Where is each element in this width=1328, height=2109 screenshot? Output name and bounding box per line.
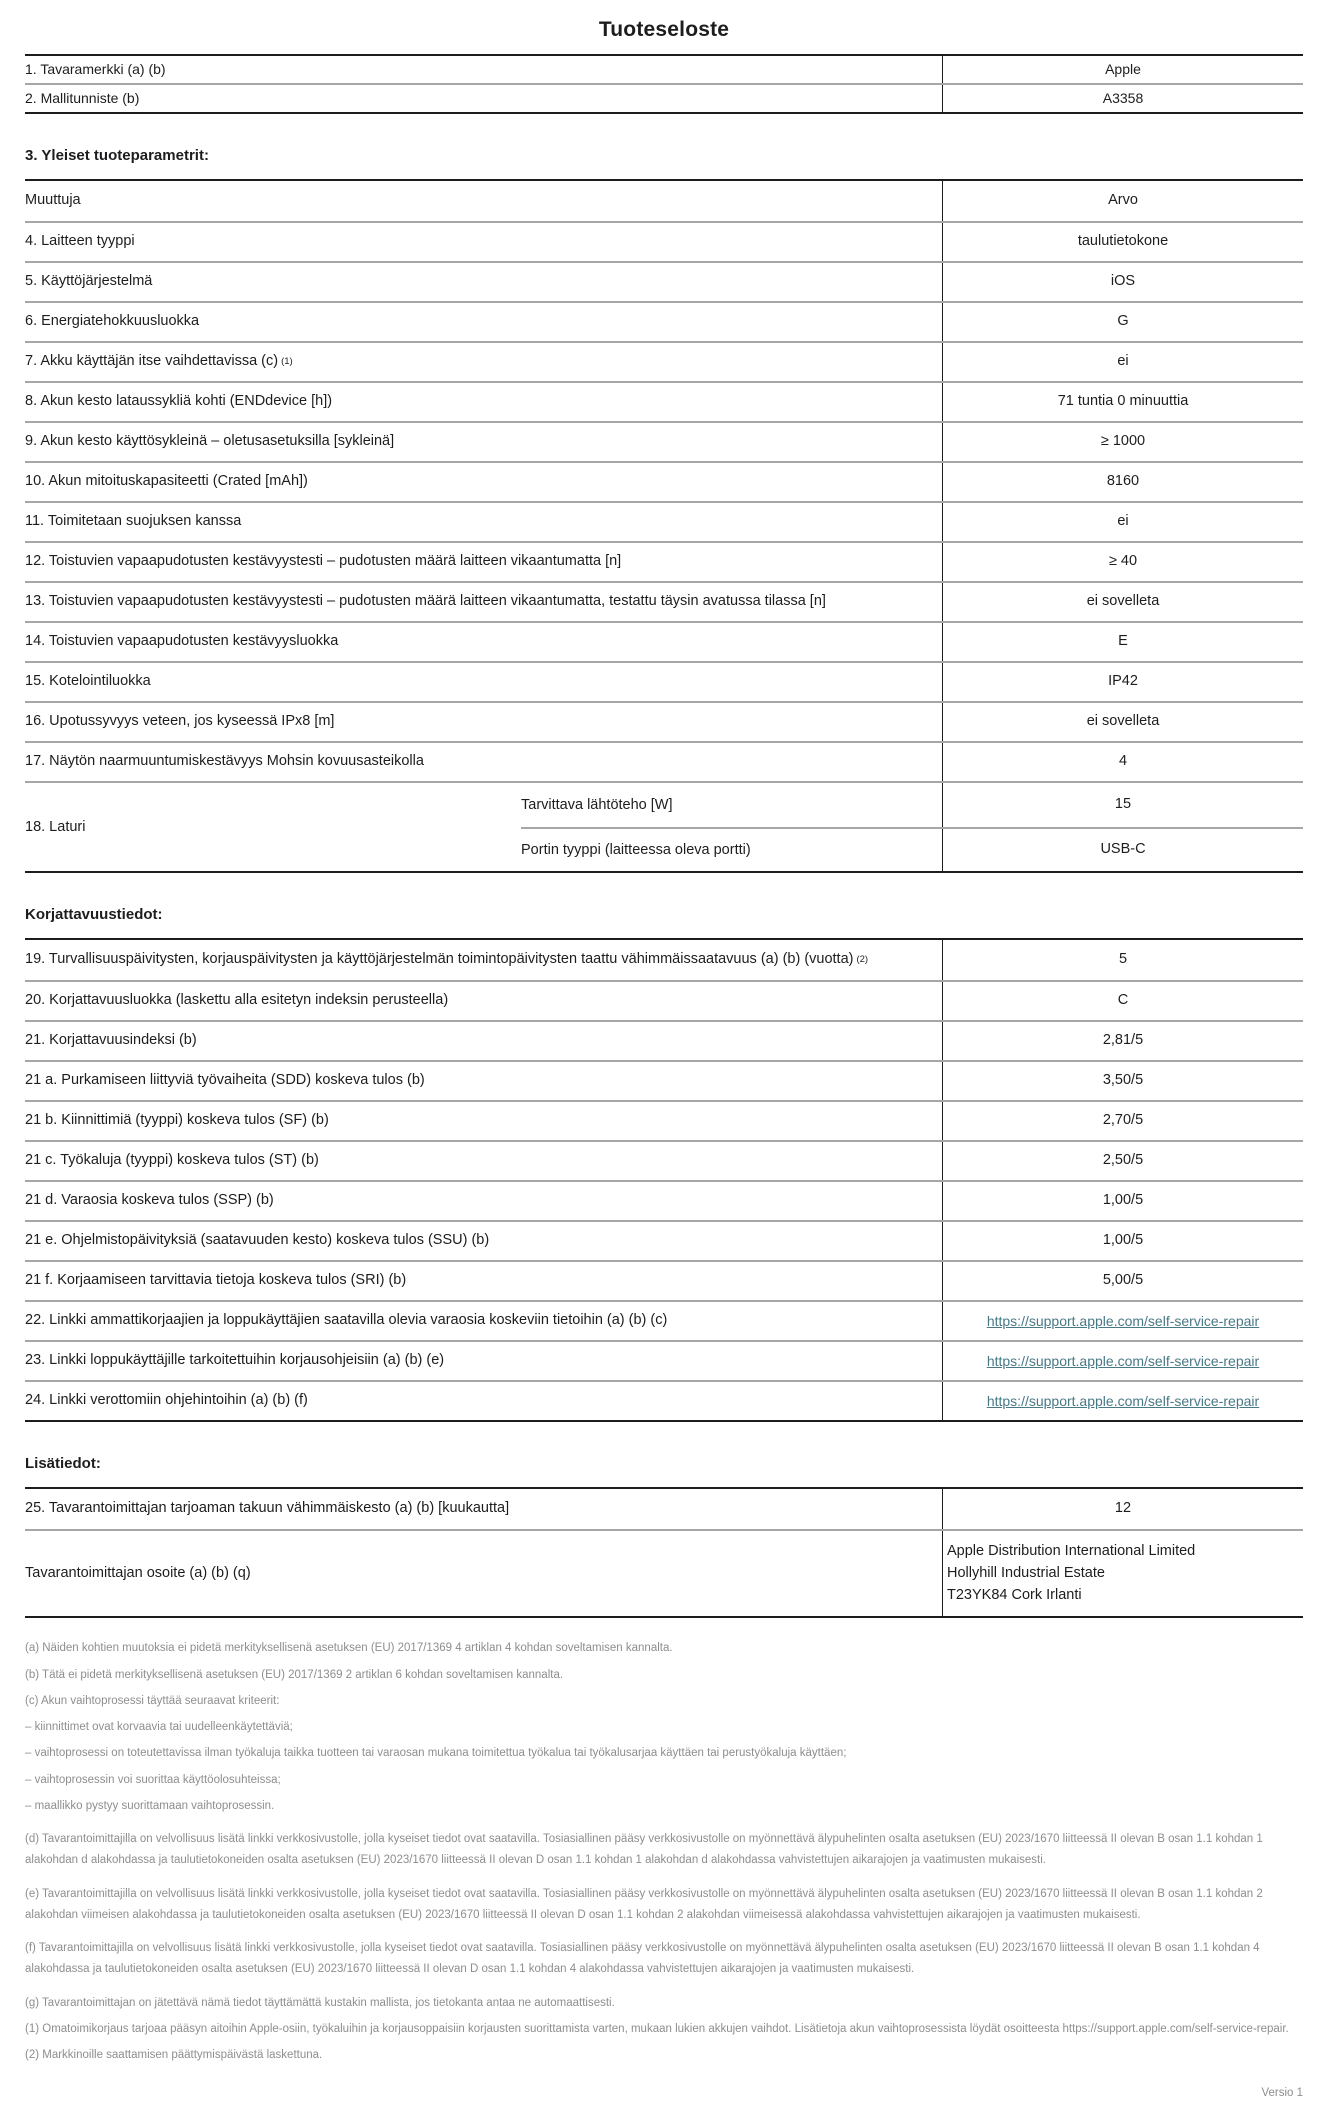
repairability-table xyxy=(25,938,1303,1422)
footnote: (1) Omatoimikorjaus tarjoaa pääsyn aitoihin Apple-osiin, työkaluihin ja korjausoppaisiin korjausten suorittamista varten, mukaan lukien akkujen vaihdot. Lisätietoja akun vaihtoprosessista löydät osoitteesta https://support.apple.com/self-service-repair. xyxy=(25,2022,1289,2035)
row-value: 5,00/5 xyxy=(1102,1272,1144,1289)
row-label: 13. Toistuvien vapaapudotusten kestävyystesti – pudotusten määrä laitteen vikaantumatta, testattu täysin avatussa tilassa [n] xyxy=(25,583,943,621)
row-value: A3358 xyxy=(1102,90,1144,107)
charger-label: 18. Laturi xyxy=(25,819,86,835)
page-title: Tuoteseloste xyxy=(598,18,730,41)
general-table xyxy=(25,179,1303,873)
additional-table xyxy=(25,1487,1303,1618)
charger-sub-table xyxy=(521,783,1303,871)
row-label: 2. Mallitunniste (b) xyxy=(25,85,943,112)
table-row xyxy=(25,301,1303,341)
table-row xyxy=(25,701,1303,741)
row-label: 21 c. Työkaluja (tyyppi) koskeva tulos (ST) (b) xyxy=(25,1142,943,1180)
row-value: 2,81/5 xyxy=(1102,1032,1144,1049)
footnote: (g) Tavarantoimittajan on jätettävä nämä tiedot täyttämättä kustakin mallista, jos tietokanta antaa ne automaattisesti. xyxy=(25,1996,615,2009)
row-label: 9. Akun kesto käyttösykleinä – oletusasetuksilla [sykleinä] xyxy=(25,423,943,461)
table-row xyxy=(25,381,1303,421)
table-row xyxy=(25,1260,1303,1300)
sub-row-label: Tarvittava lähtöteho [W] xyxy=(521,783,943,827)
row-label: 24. Linkki verottomiin ohjehintoihin (a) (b) (f) xyxy=(25,1382,943,1420)
row-label: 14. Toistuvien vapaapudotusten kestävyysluokka xyxy=(25,623,943,661)
footnote: (2) Markkinoille saattamisen päättymispäivästä laskettuna. xyxy=(25,2049,323,2062)
row-label: 21. Korjattavuusindeksi (b) xyxy=(25,1022,943,1060)
table-row xyxy=(25,1140,1303,1180)
row-label: 16. Upotussyvyys veteen, jos kyseessä IPx8 [m] xyxy=(25,703,943,741)
footnote: – vaihtoprosessin voi suorittaa käyttöolosuhteissa; xyxy=(25,1773,281,1786)
table-row xyxy=(25,541,1303,581)
value-column-header: Arvo xyxy=(1108,192,1138,209)
row-label: 21 f. Korjaamiseen tarvittavia tietoja koskeva tulos (SRI) (b) xyxy=(25,1262,943,1300)
footnote: – kiinnittimet ovat korvaavia tai uudelleenkäytettäviä; xyxy=(25,1721,293,1734)
table-row xyxy=(25,581,1303,621)
sub-row-value: USB-C xyxy=(1100,841,1146,858)
supplier-address xyxy=(943,1531,1303,1616)
link-row xyxy=(25,1340,1303,1380)
row-value: 1,00/5 xyxy=(1102,1192,1144,1209)
charger-sub-row xyxy=(521,783,1303,827)
table-row xyxy=(25,1180,1303,1220)
row-value: IP42 xyxy=(1108,673,1138,690)
supplier-address-row xyxy=(25,1529,1303,1616)
table-row xyxy=(25,980,1303,1020)
table-row xyxy=(25,940,1303,980)
footnote: (e) Tavarantoimittajilla on velvollisuus lisätä linkki verkkosivustolle, jolla kyseiset tiedot ovat saatavilla. Tosiasiallinen pääsy verkkosivustolle on myönnettävä älypuhelinten osalta asetuksen (EU) 2023/1670 liitteessä II olevan B osan 1.1 kohdan 2 alakohdan viimeisen alakohdassa ja taulutietokoneiden osalta asetuksen (EU) 2023/1670 liitteessä II olevan D osan 1.1 kohdan 2 alakohdan viimeisessä alakohdassa vahvistettujen aikarajojen ja vaatimusten mukaisesti. xyxy=(25,1887,1263,1921)
charger-row xyxy=(25,781,1303,871)
sub-row-label: Portin tyyppi (laitteessa oleva portti) xyxy=(521,829,943,871)
row-value: E xyxy=(1118,633,1128,650)
row-label: 23. Linkki loppukäyttäjille tarkoitettuihin korjausohjeisiin (a) (b) (e) xyxy=(25,1342,943,1380)
table-row xyxy=(25,83,1303,112)
table-row xyxy=(25,1020,1303,1060)
row-label: 1. Tavaramerkki (a) (b) xyxy=(25,56,943,83)
address-line: T23YK84 Cork Irlanti xyxy=(947,1586,1082,1603)
row-value: ≥ 1000 xyxy=(1100,433,1146,450)
row-value xyxy=(943,1302,1303,1340)
row-label: Tavarantoimittajan osoite (a) (b) (q) xyxy=(25,1531,943,1616)
row-label-text: 7. Akku käyttäjän itse vaihdettavissa (c) xyxy=(25,353,279,370)
row-value: 4 xyxy=(1118,753,1128,770)
table-row xyxy=(25,461,1303,501)
identification-table xyxy=(25,54,1303,114)
table-row xyxy=(25,621,1303,661)
row-value xyxy=(943,1382,1303,1420)
row-label: 19. Turvallisuuspäivitysten, korjauspäivitysten ja käyttöjärjestelmän toimintopäivitysten taattu vähimmäissaatavuus (a) (b) (vuotta) (2) xyxy=(25,940,943,980)
row-label: 21 b. Kiinnittimiä (tyyppi) koskeva tulos (SF) (b) xyxy=(25,1102,943,1140)
row-label: 17. Näytön naarmuuntumiskestävyys Mohsin kovuusasteikolla xyxy=(25,743,943,781)
param-column-header: Muuttuja xyxy=(25,181,943,221)
row-label: 8. Akun kesto lataussykliä kohti (ENDdevice [h]) xyxy=(25,383,943,421)
row-value: Apple xyxy=(1105,61,1141,78)
table-row xyxy=(25,1489,1303,1529)
row-value: 8160 xyxy=(1106,473,1140,490)
row-value: taulutietokone xyxy=(1077,233,1169,250)
section-heading-general: 3. Yleiset tuoteparametrit: xyxy=(25,147,209,164)
table-row xyxy=(25,341,1303,381)
row-label: 20. Korjattavuusluokka (laskettu alla esitetyn indeksin perusteella) xyxy=(25,982,943,1020)
column-header-row xyxy=(25,181,1303,221)
footnote: (f) Tavarantoimittajilla on velvollisuus lisätä linkki verkkosivustolle, jolla kyseiset tiedot ovat saatavilla. Tosiasiallinen pääsy verkkosivustolle on myönnettävä älypuhelinten osalta asetuksen (EU) 2023/1670 liitteessä II olevan B osan 1.1 kohdan 4 alakohdassa ja taulutietokoneiden osalta asetuksen (EU) 2023/1670 liitteessä II olevan D osan 1.1 kohdan 4 alakohdassa vahvistettujen aikarajojen ja vaatimusten mukaisesti. xyxy=(25,1942,1260,1976)
row-value: G xyxy=(1117,313,1129,330)
row-label-text: 19. Turvallisuuspäivitysten, korjauspäivitysten ja käyttöjärjestelmän toimintopäivitysten taattu vähimmäissaatavuus (a) (b) (vuotta) xyxy=(25,951,854,968)
price-list-link[interactable]: https://support.apple.com/self-service-repair xyxy=(986,1392,1260,1409)
row-value: 2,50/5 xyxy=(1102,1152,1144,1169)
row-label: 25. Tavarantoimittajan tarjoaman takuun vähimmäiskesto (a) (b) [kuukautta] xyxy=(25,1489,943,1529)
row-value: ei sovelleta xyxy=(1086,713,1160,730)
table-row xyxy=(25,741,1303,781)
footnote: (b) Tätä ei pidetä merkityksellisenä asetuksen (EU) 2017/1369 2 artiklan 6 kohdan soveltamisen kannalta. xyxy=(25,1668,564,1681)
row-value: ei xyxy=(1117,513,1129,530)
row-label: 21 d. Varaosia koskeva tulos (SSP) (b) xyxy=(25,1182,943,1220)
section-heading-additional: Lisätiedot: xyxy=(25,1455,101,1472)
row-label: 4. Laitteen tyyppi xyxy=(25,223,943,261)
table-row xyxy=(25,661,1303,701)
row-label: 7. Akku käyttäjän itse vaihdettavissa (c) (1) xyxy=(25,343,943,381)
footnote: (c) Akun vaihtoprosessi täyttää seuraavat kriteerit: xyxy=(25,1694,280,1707)
row-value: ≥ 40 xyxy=(1108,553,1138,570)
table-row xyxy=(25,221,1303,261)
footnote: (d) Tavarantoimittajilla on velvollisuus lisätä linkki verkkosivustolle, jolla kyseiset tiedot ovat saatavilla. Tosiasiallinen pääsy verkkosivustolle on myönnettävä älypuhelinten osalta asetuksen (EU) 2023/1670 liitteessä II olevan B osan 1.1 kohdan 1 alakohdan d alakohdassa ja taulutietokoneiden osalta asetuksen (EU) 2023/1670 liitteessä II olevan D osan 1.1 kohdan 1 alakohdan d alakohdassa vahvistettujen aikarajojen ja vaatimusten mukaisesti. xyxy=(25,1833,1263,1867)
footnote: – maallikko pystyy suorittamaan vaihtoprosessin. xyxy=(25,1799,275,1812)
row-value: 71 tuntia 0 minuuttia xyxy=(1057,393,1189,410)
version-label: Versio 1 xyxy=(1261,2086,1303,2099)
row-value: 12 xyxy=(1114,1500,1132,1517)
row-label: 22. Linkki ammattikorjaajien ja loppukäyttäjien saatavilla olevia varaosia koskeviin tietoihin (a) (b) (c) xyxy=(25,1302,943,1340)
sub-row-value: 15 xyxy=(1114,796,1132,813)
row-value: ei xyxy=(1117,353,1129,370)
address-line: Apple Distribution International Limited xyxy=(947,1543,1196,1559)
charger-sub-row xyxy=(521,827,1303,871)
row-label: 15. Kotelointiluokka xyxy=(25,663,943,701)
link-row xyxy=(25,1300,1303,1340)
row-value: ei sovelleta xyxy=(1086,593,1160,610)
row-label: 21 e. Ohjelmistopäivityksiä (saatavuuden kesto) koskeva tulos (SSU) (b) xyxy=(25,1222,943,1260)
row-value: 5 xyxy=(1118,951,1128,968)
table-row xyxy=(25,56,1303,83)
row-value: C xyxy=(1117,992,1129,1009)
row-value: 1,00/5 xyxy=(1102,1232,1144,1249)
section-heading-repairability: Korjattavuustiedot: xyxy=(25,906,163,923)
row-label: 10. Akun mitoituskapasiteetti (Crated [mAh]) xyxy=(25,463,943,501)
row-value xyxy=(943,1342,1303,1380)
table-row xyxy=(25,1220,1303,1260)
row-label: 21 a. Purkamiseen liittyviä työvaiheita (SDD) koskeva tulos (b) xyxy=(25,1062,943,1100)
row-value: 2,70/5 xyxy=(1102,1112,1144,1129)
footnote: (a) Näiden kohtien muutoksia ei pidetä merkityksellisenä asetuksen (EU) 2017/1369 4 artiklan 4 kohdan soveltamisen kannalta. xyxy=(25,1642,673,1655)
address-line: Hollyhill Industrial Estate xyxy=(947,1564,1105,1581)
spare-parts-link[interactable]: https://support.apple.com/self-service-repair xyxy=(986,1312,1260,1329)
row-label: 11. Toimitetaan suojuksen kanssa xyxy=(25,503,943,541)
repair-instructions-link[interactable]: https://support.apple.com/self-service-repair xyxy=(986,1352,1260,1369)
link-row xyxy=(25,1380,1303,1420)
row-label: 12. Toistuvien vapaapudotusten kestävyystesti – pudotusten määrä laitteen vikaantumatta [n] xyxy=(25,543,943,581)
footnotes xyxy=(25,1638,1303,2066)
table-row xyxy=(25,1060,1303,1100)
footnote: – vaihtoprosessi on toteutettavissa ilman työkaluja taikka tuotteen tai varaosan mukana toimitettua työkalua tai työkalusarjaa käyttäen tai perustyökaluja käyttäen; xyxy=(25,1747,847,1760)
row-value: iOS xyxy=(1110,273,1136,290)
table-row xyxy=(25,1100,1303,1140)
row-label: 6. Energiatehokkuusluokka xyxy=(25,303,943,341)
row-value: 3,50/5 xyxy=(1102,1072,1144,1089)
row-label: 5. Käyttöjärjestelmä xyxy=(25,263,943,301)
table-row xyxy=(25,421,1303,461)
table-row xyxy=(25,501,1303,541)
table-row xyxy=(25,261,1303,301)
